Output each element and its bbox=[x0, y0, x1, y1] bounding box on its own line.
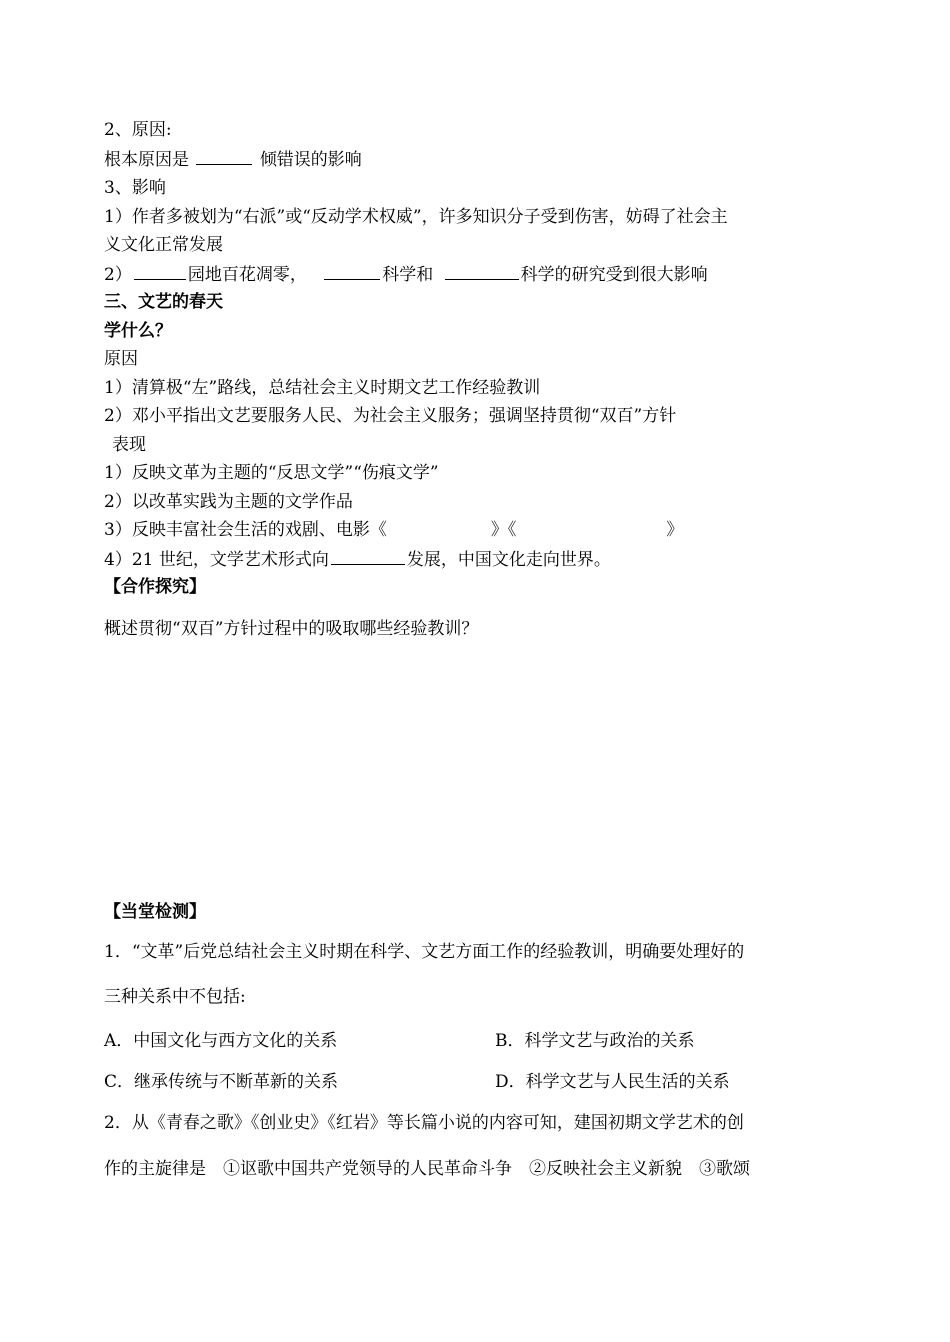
impact-2-text-b: 科学和 bbox=[382, 265, 434, 285]
question-1-line-1: 1．“文革”后党总结社会主义时期在科学、文艺方面工作的经验教训，明确要处理好的 bbox=[104, 942, 745, 962]
cooperation-question: 概述贯彻“双百”方针过程中的吸取哪些经验教训？ bbox=[104, 619, 479, 639]
performance-3-line bbox=[104, 518, 683, 542]
reason-heading: 2、原因: bbox=[104, 120, 172, 140]
root-cause-suffix: 倾错误的影响 bbox=[259, 150, 362, 170]
performance-4-suffix: 发展，中国文化走向世界。 bbox=[406, 550, 611, 570]
cause-heading: 原因 bbox=[104, 349, 138, 369]
option-c[interactable]: C．继承传统与不断革新的关系 bbox=[104, 1072, 339, 1092]
root-cause-line bbox=[104, 147, 362, 172]
option-d[interactable]: D．科学文艺与人民生活的关系 bbox=[495, 1072, 730, 1092]
performance-3-middle: 》《 bbox=[490, 520, 517, 540]
root-cause-blank[interactable] bbox=[196, 147, 252, 165]
question-2-line-1: 2．从《青春之歌》《创业史》《红岩》等长篇小说的内容可知，建国初期文学艺术的创 bbox=[104, 1113, 744, 1133]
option-a[interactable]: A．中国文化与西方文化的关系 bbox=[104, 1031, 338, 1051]
performance-4-prefix: 4）21 世纪，文学艺术形式向 bbox=[104, 550, 329, 570]
section-3-title: 三、文艺的春天 bbox=[104, 292, 223, 312]
cause-2: 2）邓小平指出文艺要服务人民、为社会主义服务；强调坚持贯彻“双百”方针 bbox=[104, 406, 677, 426]
impact-1-line-2: 义文化正常发展 bbox=[104, 235, 223, 255]
performance-4-blank[interactable] bbox=[331, 547, 405, 565]
question-1-options-ab bbox=[104, 1029, 804, 1053]
performance-4-line bbox=[104, 547, 611, 572]
performance-heading: 表现 bbox=[112, 435, 146, 455]
cause-1: 1）清算极“左”路线，总结社会主义时期文艺工作经验教训 bbox=[104, 378, 541, 398]
impact-2-line bbox=[104, 262, 708, 287]
impact-2-blank-2[interactable] bbox=[324, 262, 380, 280]
performance-3-prefix: 3）反映丰富社会生活的戏剧、电影《 bbox=[104, 520, 387, 540]
impact-1-line-1: 1）作者多被划为“右派”或“反动学术权威”，许多知识分子受到伤害，妨碍了社会主 bbox=[104, 207, 728, 227]
question-2-line-2: 作的主旋律是 ①讴歌中国共产党领导的人民革命斗争 ②反映社会主义新貌 ③歌颂 bbox=[104, 1159, 750, 1179]
question-1-options-cd bbox=[104, 1070, 804, 1094]
root-cause-prefix: 根本原因是 bbox=[104, 150, 189, 170]
impact-2-blank-3[interactable] bbox=[445, 262, 519, 280]
impact-2-blank-1[interactable] bbox=[134, 262, 186, 280]
impact-2-text-c: 科学的研究受到很大影响 bbox=[520, 265, 708, 285]
learn-heading: 学什么？ bbox=[104, 321, 172, 341]
impact-2-text-a: 园地百花凋零， bbox=[187, 265, 307, 285]
impact-2-prefix: 2） bbox=[104, 265, 132, 285]
performance-3-end: 》 bbox=[666, 520, 684, 540]
impact-heading: 3、影响 bbox=[104, 178, 166, 198]
test-title: 【当堂检测】 bbox=[104, 902, 206, 922]
option-b[interactable]: B．科学文艺与政治的关系 bbox=[495, 1031, 695, 1051]
performance-1: 1）反映文革为主题的“反思文学”“伤痕文学” bbox=[104, 463, 439, 483]
question-1-line-2: 三种关系中不包括: bbox=[104, 987, 246, 1007]
performance-2: 2）以改革实践为主题的文学作品 bbox=[104, 492, 353, 512]
cooperation-title: 【合作探究】 bbox=[104, 577, 206, 597]
